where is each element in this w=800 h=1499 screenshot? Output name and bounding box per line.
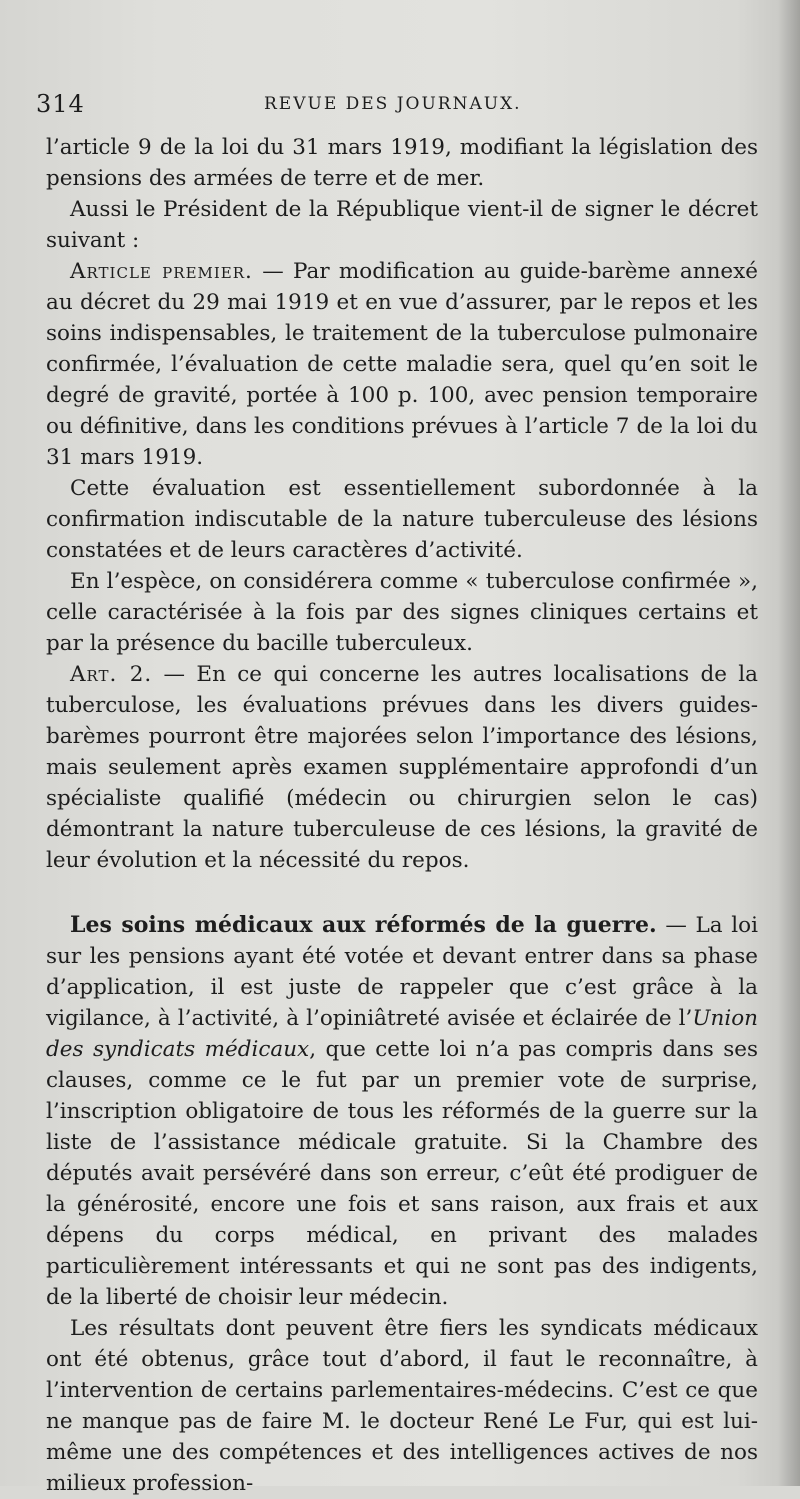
section-spacer [46,876,758,910]
article-body [46,132,758,1499]
paragraph: Aussi le Président de la République vient-il de signer le décret suivant : [46,197,758,253]
paragraph-article-2 [46,659,758,876]
italic-organization-name: Union des syndicats médicaux [46,1006,758,1062]
paragraph: Les résultats dont peuvent être fiers les syndicats médicaux ont été obtenus, grâce tout d’abord, il faut le reconnaître, à l’intervention de certains parlementaires-médecins. C’est ce que ne manque pas de faire M. le docteur René Le Fur, qui est lui-même une des compétences et des intelligences actives de nos milieux profession- [46,1316,758,1496]
article-text: — Par modification au guide-barème annexé au décret du 29 mai 1919 et en vue d’assurer, par le repos et les soins indispensables, le traitement de la tuberculose pulmonaire confirmée, l’évaluation de cette maladie sera, quel qu’en soit le degré de gravité, portée à 100 p. 100, avec pension temporaire ou définitive, dans les conditions prévues à l’article 7 de la loi du 31 mars 1919. [46,259,758,470]
paragraph-article-premier [46,256,758,473]
article-text: — En ce qui concerne les autres localisations de la tuberculose, les évaluations prévues dans les divers guides-barèmes pourront être majorées selon l’importance des lésions, mais seulement après examen supplémentaire approfondi d’un spécialiste qualifié (médecin ou chirurgien selon le cas) démontrant la nature tuberculeuse de ces lésions, la gravité de leur évolution et la nécessité du repos. [46,662,758,873]
article-heading: Art. 2. [70,662,153,687]
running-title: REVUE DES JOURNAUX. [264,94,522,114]
paragraph: Cette évaluation est essentiellement subordonnée à la confirmation indiscutable de la nature tuberculeuse des lésions constatées et de leurs caractères d’activité. [46,476,758,563]
section-text: , que cette loi n’a pas compris dans ses clauses, comme ce le fut par un premier vote de surprise, l’inscription obligatoire de tous les réformés de la guerre sur la liste de l’assistance médicale gratuite. Si la Chambre des députés avait persévéré dans son erreur, c’eût été prodiguer de la générosité, encore une fois et sans raison, aux frais et aux dépens du corps médical, en privant des malades particulièrement intéressants et qui ne sont pas des indigents, de la liberté de choisir leur médecin. [46,1037,759,1310]
page-number: 314 [36,90,85,118]
page-edge-shadow [778,0,800,1486]
article-heading: Article premier. [70,259,253,284]
section-title: Les soins médicaux aux réformés de la guerre. [70,912,657,938]
paragraph-soins-medicaux [46,910,758,1313]
paragraph: En l’espèce, on considérera comme « tuberculose confirmée », celle caractérisée à la fois par des signes cliniques certains et par la présence du bacille tuberculeux. [46,569,758,656]
page-header [36,90,760,122]
paragraph: l’article 9 de la loi du 31 mars 1919, modifiant la législation des pensions des armées de terre et de mer. [46,135,758,191]
section-text: — La loi sur les pensions ayant été votée et devant entrer dans sa phase d’application, il est juste de rappeler que c’est grâce à la vigilance, à l’activité, à l’opiniâtreté avisée et éclairée de l’ [46,913,759,1031]
